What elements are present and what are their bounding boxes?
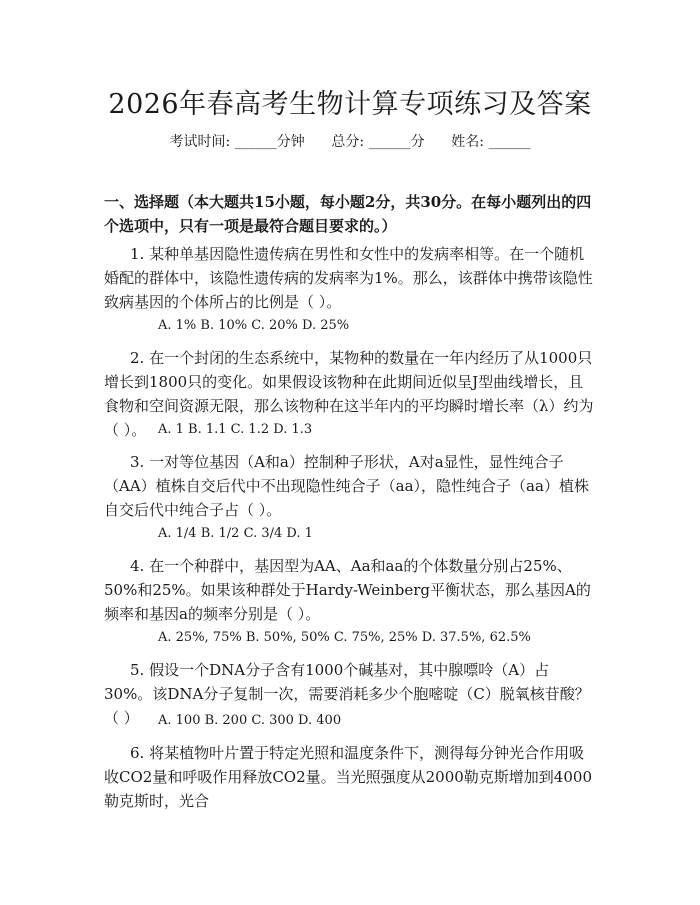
exam-info-line: 考试时间: ______分钟 总分: ______分 姓名: ______ bbox=[169, 134, 531, 150]
question-5-options: A. 100 B. 200 C. 300 D. 400 bbox=[158, 713, 342, 728]
question-3: 3. 一对等位基因（A和a）控制种子形状，A对a显性，显性纯合子（AA）植株自交后代中不出现隐性纯合子（aa），隐性纯合子（aa）植株自交后代中纯合子占（ ）。 bbox=[104, 453, 589, 519]
question-5: 5. 假设一个DNA分子含有1000个碱基对，其中腺嘌呤（A）占30%。该DNA分子复制一次，需要消耗多少个胞嘧啶（C）脱氧核苷酸？（ ） bbox=[104, 661, 590, 727]
question-4-options: A. 25%, 75% B. 50%, 50% C. 75%, 25% D. 37.5%, 62.5% bbox=[158, 630, 531, 645]
question-4: 4. 在一个种群中，基因型为AA、Aa和aa的个体数量分别占25%、50%和25%。如果该种群处于Hardy-Weinberg平衡状态，那么基因A的频率和基因a的频率分别是（ ）。 bbox=[104, 557, 591, 623]
page-title: 2026年春高考生物计算专项练习及答案 bbox=[108, 89, 592, 120]
question-1: 1. 某种单基因隐性遗传病在男性和女性中的发病率相等。在一个随机婚配的群体中，该隐性遗传病的发病率为1%。那么，该群体中携带该隐性致病基因的个体所占的比例是（ ）。 bbox=[104, 245, 593, 311]
section-heading: 一、选择题（本大题共15小题，每小题2分，共30分。在每小题列出的四个选项中，只有一项是最符合题目要求的。） bbox=[104, 193, 592, 235]
question-3-options: A. 1/4 B. 1/2 C. 3/4 D. 1 bbox=[158, 526, 313, 541]
question-1-options: A. 1% B. 10% C. 20% D. 25% bbox=[158, 318, 350, 333]
question-6: 6. 将某植物叶片置于特定光照和温度条件下，测得每分钟光合作用吸收CO2量和呼吸作用释放CO2量。当光照强度从2000勒克斯增加到4000勒克斯时，光合 bbox=[104, 744, 592, 810]
question-2: 2. 在一个封闭的生态系统中，某物种的数量在一年内经历了从1000只增长到1800只的变化。如果假设该物种在此期间近似呈J型曲线增长，且食物和空间资源无限，那么该物种在这半年内的平均瞬时增长率（λ）约为（ ）。 bbox=[104, 349, 594, 439]
question-2-options: A. 1 B. 1.1 C. 1.2 D. 1.3 bbox=[158, 422, 313, 437]
